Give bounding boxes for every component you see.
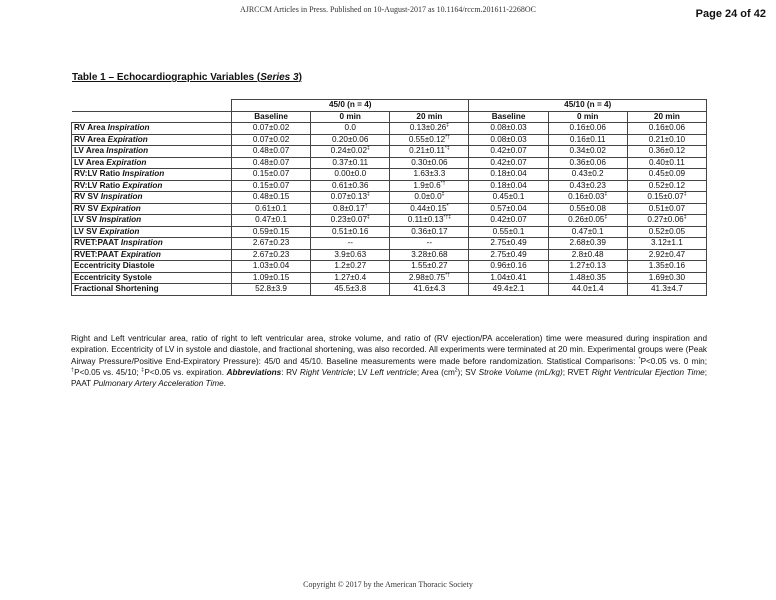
table-cell: 0.36±0.17 <box>390 226 469 238</box>
table-cell: 0.45±0.09 <box>627 169 706 181</box>
col-header: Baseline <box>232 111 311 123</box>
table-row <box>72 123 707 135</box>
table-cell: 2.75±0.49 <box>469 238 548 250</box>
table-cell: 0.08±0.03 <box>469 123 548 135</box>
table-caption: Right and Left ventricular area, ratio of right to left ventricular area, stroke volume, and ratio of (RV ejection/PA acceleration) time were measured during inspiration and expiration. Eccentricity of LV in systole and diastole, and fractional shortening, was also recorded. All experiments were terminated at 20 min. Experimental groups were (Peak Airway Pressure/Positive End-Expiratory Pressure): 45/0 and 45/10. Baseline measurements were made before randomization. Statistical Comparisons: *P<0.05 vs. 0 min; †P<0.05 vs. 45/10; ‡P<0.05 vs. expiration. Abbreviations: RV Right Ventricle; LV Left ventricle; Area $(cm^2)$; SV Stroke Volume (mL/kg); RVET Right Ventricular Ejection Time; PAAT Pulmonary Artery Acceleration Time. <box>71 334 708 389</box>
table-cell: 0.18±0.04 <box>469 180 548 192</box>
table-cell: 0.07±0.02 <box>232 134 311 146</box>
table-cell: 0.13±0.26‡ <box>390 123 469 135</box>
row-label: RVET:PAAT Expiration <box>72 249 232 261</box>
table-row <box>72 134 707 146</box>
table-cell: 0.61±0.36 <box>311 180 390 192</box>
table-cell: 52.8±3.9 <box>232 284 311 296</box>
table-cell: 0.15±0.07‡ <box>627 192 706 204</box>
table-cell: -- <box>390 238 469 250</box>
table-row <box>72 146 707 158</box>
table-row <box>72 203 707 215</box>
table-row <box>72 180 707 192</box>
table-cell: 0.40±0.11 <box>627 157 706 169</box>
table-cell: 1.04±0.41 <box>469 272 548 284</box>
table-cell: 2.8±0.48 <box>548 249 627 261</box>
col-header: 20 min <box>627 111 706 123</box>
table-row <box>72 226 707 238</box>
table-row <box>72 261 707 273</box>
table-cell: 0.0±0.0‡ <box>390 192 469 204</box>
abbreviations-label: Abbreviations <box>226 367 282 377</box>
table-cell: 0.07±0.13‡ <box>311 192 390 204</box>
col-header: 0 min <box>548 111 627 123</box>
table-cell: 0.52±0.12 <box>627 180 706 192</box>
group-header-45-0: 45/0 (n = 4) <box>232 100 469 112</box>
table-cell: 0.11±0.13*†‡ <box>390 215 469 227</box>
row-label: Eccentricity Diastole <box>72 261 232 273</box>
table-cell: 0.18±0.04 <box>469 169 548 181</box>
row-label: LV SV Inspiration <box>72 215 232 227</box>
table-cell: 0.34±0.02 <box>548 146 627 158</box>
table-cell: 0.61±0.1 <box>232 203 311 215</box>
echo-table <box>71 99 707 296</box>
row-label: Eccentricity Systole <box>72 272 232 284</box>
table-cell: 0.55±0.12*† <box>390 134 469 146</box>
table-cell: 0.42±0.07 <box>469 157 548 169</box>
table-cell: 0.59±0.15 <box>232 226 311 238</box>
table-body <box>72 123 707 296</box>
table-cell: 0.16±0.11 <box>548 134 627 146</box>
table-row <box>72 272 707 284</box>
table-cell: 1.9±0.6*† <box>390 180 469 192</box>
col-header: Baseline <box>469 111 548 123</box>
row-label: RV:LV Ratio Expiration <box>72 180 232 192</box>
table-cell: 0.15±0.07 <box>232 169 311 181</box>
table-cell: 0.16±0.03‡ <box>548 192 627 204</box>
table-cell: 3.12±1.1 <box>627 238 706 250</box>
table-cell: 2.75±0.49 <box>469 249 548 261</box>
table-cell: 0.48±0.15 <box>232 192 311 204</box>
table-cell: 0.00±0.0 <box>311 169 390 181</box>
table-cell: 0.23±0.07‡ <box>311 215 390 227</box>
row-label: RVET:PAAT Inspiration <box>72 238 232 250</box>
table-cell: 1.63±3.3 <box>390 169 469 181</box>
table-cell: 0.20±0.06 <box>311 134 390 146</box>
table-cell: 3.28±0.68 <box>390 249 469 261</box>
table-cell: 45.5±3.8 <box>311 284 390 296</box>
row-label: RV Area Expiration <box>72 134 232 146</box>
table-cell: 0.51±0.07 <box>627 203 706 215</box>
table-row <box>72 169 707 181</box>
table-cell: 0.43±0.23 <box>548 180 627 192</box>
table-cell: 0.44±0.15* <box>390 203 469 215</box>
table-row <box>72 249 707 261</box>
table-cell: 1.48±0.35 <box>548 272 627 284</box>
table-cell: 1.69±0.30 <box>627 272 706 284</box>
table-cell: 0.21±0.11*‡ <box>390 146 469 158</box>
table-cell: 41.3±4.7 <box>627 284 706 296</box>
col-header: 0 min <box>311 111 390 123</box>
table-cell: 0.24±0.02‡ <box>311 146 390 158</box>
table-cell: 0.08±0.03 <box>469 134 548 146</box>
col-header: 20 min <box>390 111 469 123</box>
table-cell: 0.42±0.07 <box>469 146 548 158</box>
table-cell: 0.96±0.16 <box>469 261 548 273</box>
row-label: RV SV Expiration <box>72 203 232 215</box>
table-cell: 0.8±0.17† <box>311 203 390 215</box>
table-cell: 1.27±0.4 <box>311 272 390 284</box>
table-cell: 2.92±0.47 <box>627 249 706 261</box>
table-cell: 0.48±0.07 <box>232 157 311 169</box>
corner-cell <box>72 100 232 112</box>
table-row <box>72 157 707 169</box>
table-cell: 0.47±0.1 <box>232 215 311 227</box>
table-cell: 0.07±0.02 <box>232 123 311 135</box>
table-cell: 0.45±0.1 <box>469 192 548 204</box>
table-cell: 3.9±0.63 <box>311 249 390 261</box>
table-cell: 0.57±0.04 <box>469 203 548 215</box>
table-cell: 49.4±2.1 <box>469 284 548 296</box>
row-label: RV:LV Ratio Inspiration <box>72 169 232 181</box>
table-cell: 0.37±0.11 <box>311 157 390 169</box>
table-cell: 0.16±0.06 <box>548 123 627 135</box>
table-cell: 0.36±0.06 <box>548 157 627 169</box>
table-cell: 0.47±0.1 <box>548 226 627 238</box>
table-cell: 0.55±0.08 <box>548 203 627 215</box>
table-cell: 0.43±0.2 <box>548 169 627 181</box>
table-cell: 1.35±0.16 <box>627 261 706 273</box>
table-cell: 0.52±0.05 <box>627 226 706 238</box>
row-label: LV Area Expiration <box>72 157 232 169</box>
table-cell: 2.68±0.39 <box>548 238 627 250</box>
table-cell: 1.09±0.15 <box>232 272 311 284</box>
table-cell: 0.42±0.07 <box>469 215 548 227</box>
group-header-45-10: 45/10 (n = 4) <box>469 100 707 112</box>
table-row <box>72 238 707 250</box>
table-cell: 0.27±0.06‡ <box>627 215 706 227</box>
table-cell: 0.36±0.12 <box>627 146 706 158</box>
row-label: LV Area Inspiration <box>72 146 232 158</box>
corner-cell <box>72 111 232 123</box>
table-cell: 0.30±0.06 <box>390 157 469 169</box>
table-cell: 0.15±0.07 <box>232 180 311 192</box>
table-cell: 0.51±0.16 <box>311 226 390 238</box>
row-label: Fractional Shortening <box>72 284 232 296</box>
table-cell: 44.0±1.4 <box>548 284 627 296</box>
table-row <box>72 284 707 296</box>
table-cell: 2.67±0.23 <box>232 249 311 261</box>
page-number: Page 24 of 42 <box>695 8 766 20</box>
table-cell: 1.03±0.04 <box>232 261 311 273</box>
table-cell: 41.6±4.3 <box>390 284 469 296</box>
table-cell: 0.55±0.1 <box>469 226 548 238</box>
table-row <box>72 192 707 204</box>
table-cell: 1.2±0.27 <box>311 261 390 273</box>
table-cell: 1.55±0.27 <box>390 261 469 273</box>
row-label: RV Area Inspiration <box>72 123 232 135</box>
table-cell: 0.21±0.10 <box>627 134 706 146</box>
table-cell: 0.16±0.06 <box>627 123 706 135</box>
table-cell: 2.98±0.75*† <box>390 272 469 284</box>
table-cell: 0.0 <box>311 123 390 135</box>
table-cell: 0.48±0.07 <box>232 146 311 158</box>
copyright-footer: Copyright © 2017 by the American Thoracic Society <box>303 580 473 589</box>
table-cell: 1.27±0.13 <box>548 261 627 273</box>
journal-header: AJRCCM Articles in Press. Published on 10-August-2017 as 10.1164/rccm.201611-2268OC <box>239 5 537 14</box>
table-cell: 2.67±0.23 <box>232 238 311 250</box>
table-cell: -- <box>311 238 390 250</box>
row-label: RV SV Inspiration <box>72 192 232 204</box>
table-cell: 0.26±0.05‡ <box>548 215 627 227</box>
table-title: Table 1 – Echocardiographic Variables (Series 3) <box>72 72 302 83</box>
table-row <box>72 215 707 227</box>
table-title-series: Series 3 <box>260 72 299 83</box>
row-label: LV SV Expiration <box>72 226 232 238</box>
